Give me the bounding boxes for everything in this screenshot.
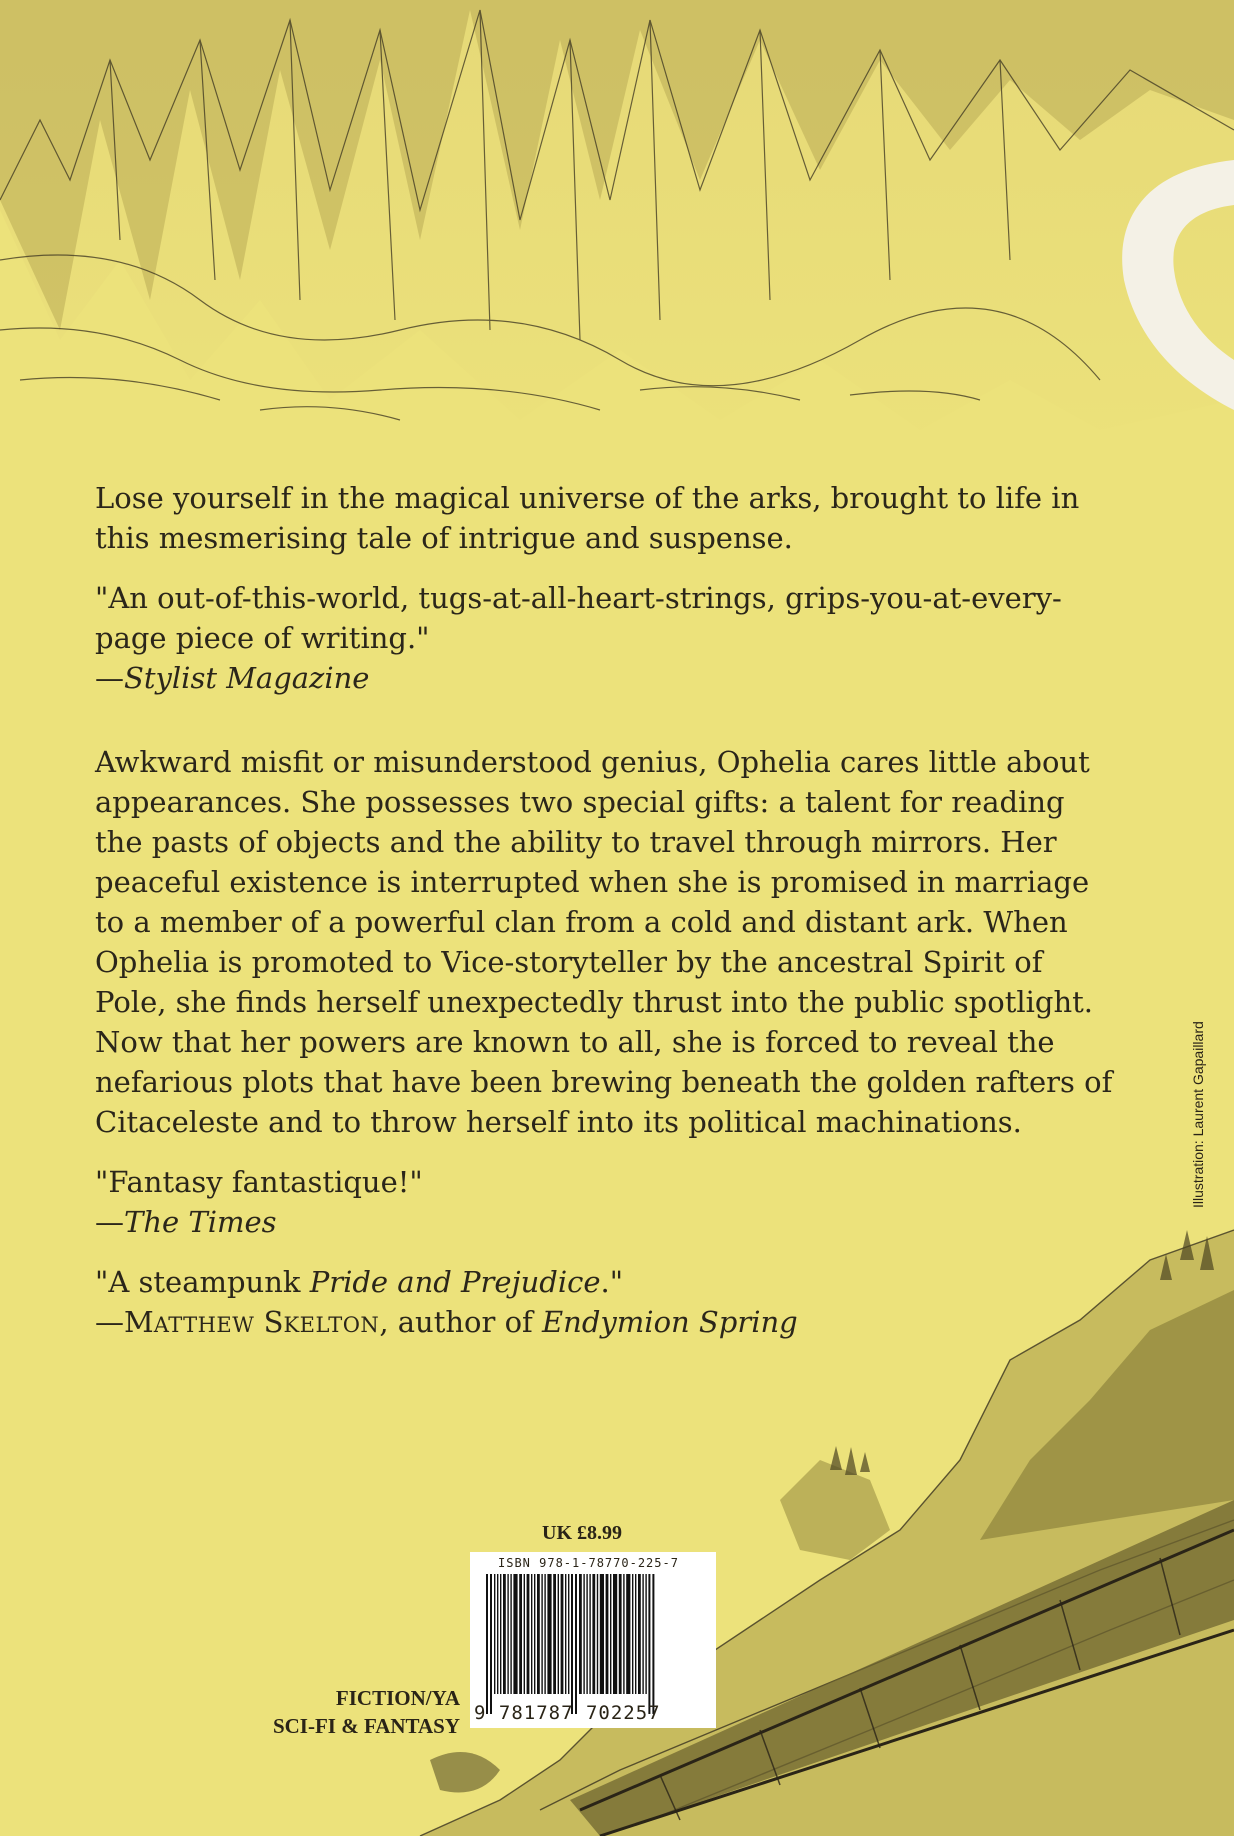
times-quote-dash: —	[95, 1205, 124, 1239]
skelton-quote-dash: —	[95, 1305, 124, 1339]
stylist-quote-text: "An out-of-this-world, tugs-at-all-heart-strings, grips-you-at-every-page piece of writing."	[95, 581, 1062, 655]
intro-paragraph: Lose yourself in the magical universe of the arks, brought to life in this mesmerising tale of intrigue and suspense.	[95, 481, 1080, 555]
author-first-initial: M	[124, 1305, 154, 1339]
genre-line-1: FICTION/YA	[335, 1686, 460, 1710]
synopsis-paragraph: Awkward misfit or misunderstood genius, Ophelia cares little about appearances. She possesses two special gifts: a talent for reading the pasts of objects and the ability to travel through mirrors. Her peaceful existence is interrupted when she is promised in marriage to a member of a powerful clan from a cold and distant ark. When Ophelia is promoted to Vice-storyteller by the ancestral Spirit of Pole, she finds herself unexpectedly thrust into the public spotlight. Now that her powers are known to all, she is forced to reveal the nefarious plots that have been brewing beneath the golden rafters of Citaceleste and to throw herself into its political machinations.	[95, 745, 1113, 1139]
times-quote-text: "Fantasy fantastique!"	[95, 1165, 423, 1199]
stylist-quote-source: Stylist Magazine	[124, 661, 370, 695]
skelton-quote-suffix: ."	[600, 1265, 624, 1299]
price-label: UK £8.99	[542, 1522, 622, 1544]
stylist-quote	[95, 578, 1115, 698]
barcode-number: 9 781787 702257	[474, 1702, 661, 1724]
book-back-cover: Lose yourself in the magical universe of the arks, brought to life in this mesmerising tale of intrigue and suspense. "An out-of-this-world, tugs-at-all-heart-strings, grips-you-at-every-page piece of writing." —Stylist Magazine Awkward misfit or misunderstood genius, Ophelia cares little about appearances. She possesses two special gifts: a talent for reading the pasts of objects and the ability to travel through mirrors. Her peaceful existence is interrupted when she is promised in marriage to a member of a powerful clan from a cold and distant ark. When Ophelia is promoted to Vice-storyteller by the ancestral Spirit of Pole, she finds herself unexpectedly thrust into the public spotlight. Now that her powers are known to all, she is forced to reveal the nefarious plots that have been brewing beneath the golden rafters of Citaceleste and to throw herself into its political machinations. "Fantasy fantastique!" —The Times "A steampunk Pride and Prejudice." —MATTHEW SKELTON, author of Endymion Spring Illustration: Laurent Gapaillard UK £8.99 FICTION/YA SCI-FI & FANTASY ISBN 978-1-78770-225-7 9 781787 702257	[0, 0, 1234, 1836]
skelton-quote-title: Pride and Prejudice	[309, 1265, 601, 1299]
author-last-rest: KELTON	[283, 1313, 380, 1337]
times-quote-source: The Times	[124, 1205, 277, 1239]
times-quote	[95, 1162, 1115, 1242]
blurb-text	[95, 478, 1115, 1345]
genre-label	[255, 1684, 460, 1740]
barcode	[470, 1552, 716, 1728]
author-first-rest: ATTHEW	[153, 1313, 255, 1337]
author-last-initial: S	[263, 1305, 284, 1339]
skelton-quote	[95, 1262, 1115, 1345]
author-connector: , author of	[379, 1305, 542, 1339]
barcode-bars	[484, 1574, 704, 1714]
author-book-title: Endymion Spring	[542, 1305, 798, 1339]
mountain-illustration	[0, 0, 1234, 480]
ribbon-bookmark	[1084, 160, 1234, 440]
genre-line-2: SCI-FI & FANTASY	[272, 1714, 460, 1738]
stylist-quote-dash: —	[95, 661, 124, 695]
skelton-quote-prefix: "A steampunk	[95, 1265, 310, 1299]
isbn-label: ISBN 978-1-78770-225-7	[498, 1556, 679, 1570]
